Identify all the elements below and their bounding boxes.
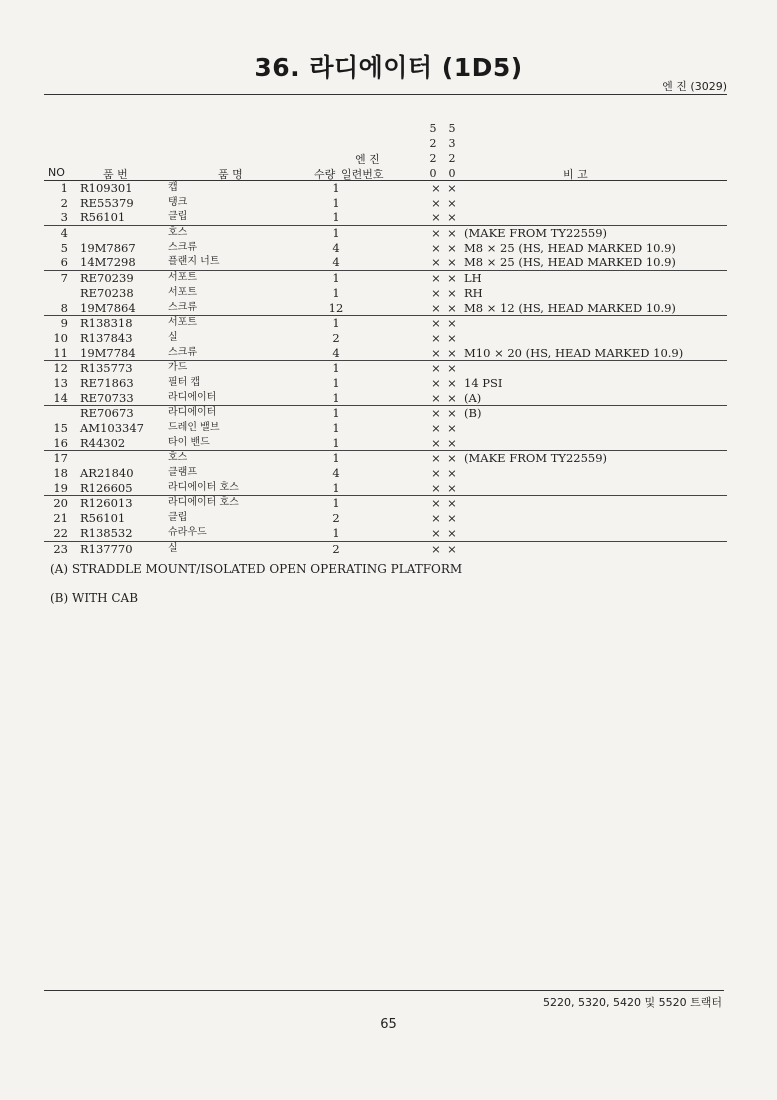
quantity: 1 xyxy=(332,271,340,286)
row-number: 1 xyxy=(60,181,68,195)
row-number: 3 xyxy=(60,210,68,225)
table-row xyxy=(44,376,727,391)
quantity: 2 xyxy=(332,511,340,526)
model-5220-mark: × xyxy=(431,511,441,526)
remark: (MAKE FROM TY22559) xyxy=(464,226,608,241)
section-label: 엔 진 (3029) xyxy=(662,80,727,93)
model-5320-mark: × xyxy=(447,316,457,331)
row-number: 13 xyxy=(53,375,68,390)
model-5320-mark: × xyxy=(447,345,457,360)
model-5220-mark: × xyxy=(431,300,441,315)
table-row xyxy=(44,526,727,542)
table-row xyxy=(44,436,727,452)
part-number: AM103347 xyxy=(80,421,144,435)
quantity: 4 xyxy=(332,255,340,270)
row-number: 6 xyxy=(60,255,68,270)
model-5220-mark: × xyxy=(431,271,441,286)
row-number: 22 xyxy=(53,525,68,540)
part-name: 스크류 xyxy=(168,301,197,313)
table-row xyxy=(44,301,727,317)
model-5320-mark: × xyxy=(447,421,457,435)
header-no: NO xyxy=(48,166,65,179)
model-5220-mark: × xyxy=(431,345,441,360)
model-5320-mark: × xyxy=(447,390,457,405)
model-5320-mark: × xyxy=(447,240,457,255)
quantity: 4 xyxy=(332,240,340,255)
row-number: 8 xyxy=(60,300,68,315)
remark: 14 PSI xyxy=(464,375,503,390)
model-5220-mark: × xyxy=(431,541,441,556)
remark: LH xyxy=(464,271,482,286)
model-column-5320 xyxy=(446,121,458,181)
model-5220-mark: × xyxy=(431,361,441,376)
footnote-b: (B) WITH CAB xyxy=(50,591,139,605)
table-row xyxy=(44,511,727,526)
row-number: 5 xyxy=(60,240,68,255)
part-name: 스크류 xyxy=(168,241,197,253)
part-number: 19M7784 xyxy=(80,345,136,360)
part-number: R138318 xyxy=(80,316,133,331)
quantity: 2 xyxy=(332,541,340,556)
quantity: 1 xyxy=(332,285,340,300)
table-row xyxy=(44,496,727,511)
part-number: R138532 xyxy=(80,525,133,540)
part-name: 클램프 xyxy=(168,467,197,479)
quantity: 1 xyxy=(332,195,340,210)
quantity: 1 xyxy=(332,496,340,511)
page-number: 65 xyxy=(380,1017,397,1032)
row-number: 17 xyxy=(53,451,68,466)
quantity: 1 xyxy=(332,406,340,421)
table-row xyxy=(44,481,727,497)
row-number: 19 xyxy=(53,480,68,495)
part-number: RE70238 xyxy=(80,285,134,300)
model-5320-mark: × xyxy=(447,375,457,390)
quantity: 1 xyxy=(332,480,340,495)
row-number: 7 xyxy=(60,271,68,286)
part-name: 클립 xyxy=(168,211,188,223)
part-number: R44302 xyxy=(80,435,126,450)
model-5220-mark: × xyxy=(431,496,441,511)
model-5320-mark: × xyxy=(447,361,457,376)
table-row xyxy=(44,466,727,481)
part-number: R126605 xyxy=(80,480,133,495)
model-5320-mark: × xyxy=(447,466,457,481)
header-serial: 일련번호 xyxy=(341,168,384,181)
quantity: 1 xyxy=(332,390,340,405)
header-part-number: 품 번 xyxy=(103,168,128,181)
part-name: 실 xyxy=(168,542,178,554)
part-number: RE55379 xyxy=(80,195,134,210)
part-number: 14M7298 xyxy=(80,255,136,270)
part-number: R109301 xyxy=(80,181,133,195)
part-number: R56101 xyxy=(80,511,126,526)
quantity: 1 xyxy=(332,525,340,540)
footer-models: 5220, 5320, 5420 및 5520 트랙터 xyxy=(543,996,722,1009)
part-name: 라디에이터 호스 xyxy=(168,481,239,493)
model-5220-mark: × xyxy=(431,255,441,270)
model-5220-mark: × xyxy=(431,466,441,481)
table-row xyxy=(44,255,727,271)
part-number: RE71863 xyxy=(80,375,134,390)
part-number: RE70673 xyxy=(80,406,134,421)
quantity: 1 xyxy=(332,375,340,390)
quantity: 1 xyxy=(332,421,340,435)
part-name: 서포트 xyxy=(168,272,197,284)
part-number: R126013 xyxy=(80,496,133,511)
table-row xyxy=(44,542,727,557)
model-digit: 0 xyxy=(429,167,437,180)
row-number: 20 xyxy=(53,496,68,511)
model-digit: 0 xyxy=(448,167,456,180)
model-5220-mark: × xyxy=(431,480,441,495)
quantity: 1 xyxy=(332,226,340,241)
model-5320-mark: × xyxy=(447,255,457,270)
part-number: R137843 xyxy=(80,330,133,345)
parts-table xyxy=(44,181,727,556)
table-row xyxy=(44,406,727,421)
model-digit: 5 xyxy=(448,122,456,135)
part-name: 플랜지 너트 xyxy=(168,256,220,268)
model-5320-mark: × xyxy=(447,271,457,286)
part-name: 서포트 xyxy=(168,286,197,298)
model-5320-mark: × xyxy=(447,330,457,345)
quantity: 1 xyxy=(332,210,340,225)
table-row xyxy=(44,346,727,362)
remark: (B) xyxy=(464,406,482,421)
model-5220-mark: × xyxy=(431,226,441,241)
row-number: 16 xyxy=(53,435,68,450)
part-name: 호스 xyxy=(168,452,188,464)
model-5220-mark: × xyxy=(431,285,441,300)
model-5320-mark: × xyxy=(447,541,457,556)
table-row xyxy=(44,286,727,301)
part-number: R137770 xyxy=(80,541,133,556)
row-number: 12 xyxy=(53,361,68,376)
model-5220-mark: × xyxy=(431,451,441,466)
part-number: RE70733 xyxy=(80,390,134,405)
remark: M10 × 20 (HS, HEAD MARKED 10.9) xyxy=(464,345,684,360)
model-digit: 5 xyxy=(429,122,437,135)
model-5220-mark: × xyxy=(431,210,441,225)
top-divider xyxy=(44,94,727,95)
row-number: 10 xyxy=(53,330,68,345)
model-5220-mark: × xyxy=(431,435,441,450)
table-row xyxy=(44,316,727,331)
model-5320-mark: × xyxy=(447,300,457,315)
model-5320-mark: × xyxy=(447,181,457,195)
model-5220-mark: × xyxy=(431,330,441,345)
part-name: 드레인 밸브 xyxy=(168,422,220,433)
row-number: 2 xyxy=(60,195,68,210)
part-name: 슈라우드 xyxy=(168,526,207,538)
footnote-a: (A) STRADDLE MOUNT/ISOLATED OPEN OPERATING PLATFORM xyxy=(50,562,463,576)
model-5220-mark: × xyxy=(431,421,441,435)
table-row xyxy=(44,391,727,407)
quantity: 1 xyxy=(332,181,340,195)
model-5320-mark: × xyxy=(447,406,457,421)
part-name: 스크류 xyxy=(168,346,197,358)
row-number: 14 xyxy=(53,390,68,405)
model-column-5220 xyxy=(427,121,439,181)
quantity: 1 xyxy=(332,316,340,331)
model-5220-mark: × xyxy=(431,390,441,405)
model-5320-mark: × xyxy=(447,435,457,450)
remark: (A) xyxy=(464,390,482,405)
model-5320-mark: × xyxy=(447,195,457,210)
quantity: 1 xyxy=(332,361,340,376)
model-5220-mark: × xyxy=(431,240,441,255)
part-name: 호스 xyxy=(168,227,188,239)
table-row xyxy=(44,241,727,256)
remark: M8 × 25 (HS, HEAD MARKED 10.9) xyxy=(464,240,676,255)
part-name: 탱크 xyxy=(168,196,188,208)
model-5220-mark: × xyxy=(431,316,441,331)
model-digit: 2 xyxy=(429,137,437,150)
part-name: 라디에이터 xyxy=(168,391,217,403)
part-name: 캡 xyxy=(168,182,178,193)
row-number: 4 xyxy=(60,226,68,241)
model-5220-mark: × xyxy=(431,181,441,195)
part-name: 필터 캡 xyxy=(168,376,201,388)
model-5320-mark: × xyxy=(447,480,457,495)
model-5320-mark: × xyxy=(447,226,457,241)
model-5320-mark: × xyxy=(447,525,457,540)
part-name: 라디에이터 호스 xyxy=(168,497,239,509)
table-row xyxy=(44,331,727,346)
part-name: 가드 xyxy=(168,362,188,374)
part-number: 19M7867 xyxy=(80,240,136,255)
remark: RH xyxy=(464,285,483,300)
remark: (MAKE FROM TY22559) xyxy=(464,451,608,466)
footer-divider xyxy=(44,990,724,991)
model-5220-mark: × xyxy=(431,525,441,540)
table-row xyxy=(44,451,727,466)
model-digit: 2 xyxy=(429,152,437,165)
remark: M8 × 25 (HS, HEAD MARKED 10.9) xyxy=(464,255,676,270)
model-5320-mark: × xyxy=(447,496,457,511)
quantity: 1 xyxy=(332,451,340,466)
model-5320-mark: × xyxy=(447,285,457,300)
table-row xyxy=(44,271,727,286)
table-row xyxy=(44,196,727,211)
quantity: 4 xyxy=(332,466,340,481)
header-part-name: 품 명 xyxy=(218,168,243,181)
model-5220-mark: × xyxy=(431,195,441,210)
part-number: RE70239 xyxy=(80,271,134,286)
model-5220-mark: × xyxy=(431,375,441,390)
header-engine: 엔 진 xyxy=(355,153,380,166)
row-number: 11 xyxy=(53,345,68,360)
model-5220-mark: × xyxy=(431,406,441,421)
model-digit: 3 xyxy=(448,137,456,150)
table-row xyxy=(44,421,727,436)
row-number: 23 xyxy=(53,541,68,556)
row-number: 18 xyxy=(53,466,68,481)
quantity: 4 xyxy=(332,345,340,360)
row-number: 21 xyxy=(53,511,68,526)
row-number: 9 xyxy=(60,316,68,331)
part-number: R135773 xyxy=(80,361,133,376)
page-title: 36. 라디에이터 (1D5) xyxy=(254,53,523,82)
quantity: 1 xyxy=(332,435,340,450)
model-5320-mark: × xyxy=(447,511,457,526)
remark: M8 × 12 (HS, HEAD MARKED 10.9) xyxy=(464,300,676,315)
quantity: 2 xyxy=(332,330,340,345)
table-row xyxy=(44,226,727,241)
model-5320-mark: × xyxy=(447,210,457,225)
part-name: 실 xyxy=(168,331,178,343)
row-number: 15 xyxy=(53,421,68,435)
table-row xyxy=(44,361,727,376)
part-number: R56101 xyxy=(80,210,126,225)
header-quantity: 수량 xyxy=(314,168,336,181)
part-number: AR21840 xyxy=(80,466,134,481)
part-name: 라디에이터 xyxy=(168,407,217,419)
header-remarks: 비 고 xyxy=(563,168,588,181)
table-row xyxy=(44,181,727,196)
model-digit: 2 xyxy=(448,152,456,165)
table-row xyxy=(44,210,727,226)
part-name: 타이 밴드 xyxy=(168,436,210,448)
model-5320-mark: × xyxy=(447,451,457,466)
part-number: 19M7864 xyxy=(80,300,136,315)
part-name: 클립 xyxy=(168,512,188,524)
part-name: 서포트 xyxy=(168,317,197,329)
quantity: 12 xyxy=(328,300,344,315)
